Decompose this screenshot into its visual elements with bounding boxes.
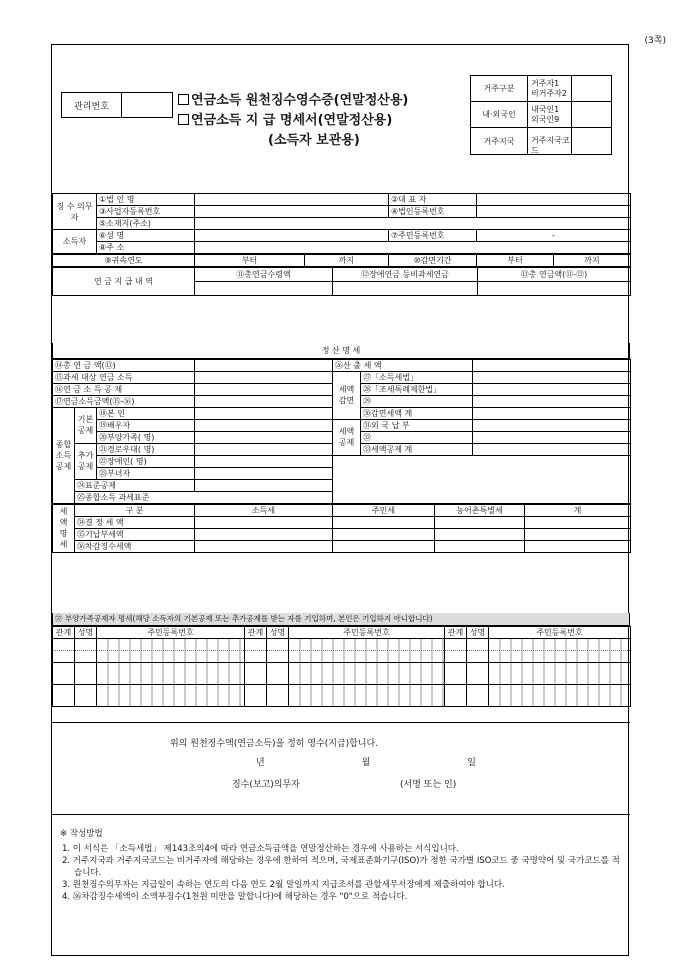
party-section <box>52 193 630 296</box>
dep-name[interactable] <box>267 684 289 706</box>
residence-label: 거주구분 <box>471 76 528 101</box>
year-to[interactable]: 까지 <box>305 255 389 267</box>
instruction-3: 3. 원천징수의무자는 지급일이 속하는 연도의 다음 연도 2월 말일까지 지급조서를 관할세무서장에게 제출하여야 합니다. <box>62 880 505 890</box>
id-header: 주민등록번호 <box>97 626 245 638</box>
corp-name-field[interactable] <box>195 194 389 206</box>
disabled-field[interactable] <box>195 455 333 467</box>
residence-options: 거주자1 비거주자2 <box>531 79 568 98</box>
dep-rel[interactable] <box>445 650 467 662</box>
taxable-income-field[interactable] <box>195 371 333 383</box>
earner-id-label: ⑦주민등록번호 <box>389 230 477 242</box>
reduction-from[interactable]: 부터 <box>477 255 554 267</box>
net-tax-label: ㊱차감징수세액 <box>75 540 195 552</box>
nontax-pension-field[interactable] <box>333 282 478 296</box>
determined-tax-label: ㉞결 정 세 액 <box>75 516 195 528</box>
total-pension-received-field[interactable] <box>195 282 333 296</box>
residence-value[interactable] <box>571 76 611 101</box>
payer-sign-label: 징수(보고)의무자 <box>232 780 300 790</box>
settlement-section <box>52 343 630 553</box>
year-label: ⑨귀속연도 <box>53 255 195 267</box>
instruction-1: 1. 이 서식은 「소득세법」 제143조의4에 따라 연금소득금액을 연말정산하는 경우에 사용하는 서식입니다. <box>62 844 459 854</box>
day-unit: 일 <box>467 758 476 768</box>
rel-header: 관계 <box>53 626 75 638</box>
corp-name-label: ①법 인 명 <box>97 194 195 206</box>
declaration-date <box>256 755 476 768</box>
elderly-label: ㉑경로우대( 명) <box>97 443 195 455</box>
special-tax-act-label: ㉘「조세특례제한법」 <box>361 383 473 395</box>
reduction-total-label: ㉚감면세액 계 <box>361 407 473 419</box>
residence-box <box>470 75 612 155</box>
dep-id[interactable] <box>489 684 631 706</box>
dependents-label: ⑳부양가족( 명) <box>97 431 195 443</box>
instructions <box>52 814 630 957</box>
receipt-checkbox[interactable] <box>178 94 189 105</box>
reduction-29-field[interactable] <box>473 395 631 407</box>
total-pension-field[interactable] <box>478 282 631 296</box>
declaration-text: 위의 원천징수액(연금소득)을 정히 영수(지급)합니다. <box>170 739 379 749</box>
dep-rel[interactable] <box>245 638 267 650</box>
dep-rel[interactable] <box>445 662 467 684</box>
name-header: 성명 <box>467 626 489 638</box>
tax-reduction-group: 세액 감면 <box>333 371 361 419</box>
instruction-4: 4. ㊱차감징수세액이 소액부징수(1천원 미만을 말합니다)에 해당하는 경우 "0"으로 적습니다. <box>62 892 408 902</box>
payer-group: 징 수 의무자 <box>53 194 97 230</box>
tax-division-header: 구 분 <box>75 504 195 516</box>
id-header: 주민등록번호 <box>489 626 631 638</box>
standard-deduction-field[interactable] <box>195 479 333 491</box>
self-label: ⑱본 인 <box>97 407 195 419</box>
address-label: ⑤소재지(주소) <box>97 218 195 230</box>
total-pension-row-field[interactable] <box>195 359 333 371</box>
month-unit: 월 <box>361 758 371 768</box>
comprehensive-deduction-group: 종합 소득 공제 <box>53 407 75 503</box>
tax-credit-group: 세액 공제 <box>333 419 361 455</box>
dep-name[interactable] <box>267 638 289 650</box>
nationality-label: 내·외국인 <box>471 102 528 127</box>
woman-head-field[interactable] <box>195 467 333 479</box>
credit-32-field[interactable] <box>473 431 631 443</box>
name-header: 성명 <box>267 626 289 638</box>
year-unit: 년 <box>256 758 265 768</box>
determined-total[interactable] <box>525 516 631 528</box>
pension-deduction-label: ⑯연 금 소 득 공 제 <box>53 383 195 395</box>
dep-rel[interactable] <box>245 662 267 684</box>
dep-name[interactable] <box>267 650 289 662</box>
form-frame <box>51 44 629 956</box>
dep-rel[interactable] <box>245 684 267 706</box>
dependents-section <box>52 613 630 707</box>
dep-rel[interactable] <box>445 638 467 650</box>
credit-total-field[interactable] <box>473 443 631 455</box>
woman-head-label: ㉓부녀자 <box>97 467 195 479</box>
dep-id[interactable] <box>289 650 445 662</box>
net-total[interactable] <box>525 540 631 552</box>
taxable-income-label: ⑮과세 대상 연금 소득 <box>53 371 195 383</box>
disabled-label: ㉒장애인( 명) <box>97 455 195 467</box>
id-header: 주민등록번호 <box>289 626 445 638</box>
page-number: (3쪽) <box>644 36 666 46</box>
dep-id[interactable] <box>97 650 245 662</box>
name-header: 성명 <box>75 626 97 638</box>
biz-reg-label: ③사업자등록번호 <box>97 206 195 218</box>
rel-header: 관계 <box>445 626 467 638</box>
dep-name[interactable] <box>75 684 97 706</box>
foreign-tax-field[interactable] <box>473 419 631 431</box>
dep-id[interactable] <box>289 662 445 684</box>
credit-total-label: ㉝세액공제 계 <box>361 443 473 455</box>
earner-group: 소득자 <box>53 230 97 254</box>
rep-field[interactable] <box>477 194 631 206</box>
dep-name[interactable] <box>267 662 289 684</box>
dep-rel[interactable] <box>53 662 75 684</box>
foreign-tax-label: ㉛외 국 납 부 <box>361 419 473 431</box>
title-receipt: 연금소득 원천징수영수증(연말정산용) <box>191 93 409 108</box>
calc-tax-field[interactable] <box>473 359 631 371</box>
rural-tax-header: 농어촌특별세 <box>435 504 525 516</box>
dep-id[interactable] <box>489 638 631 650</box>
net-income-tax[interactable] <box>195 540 333 552</box>
elderly-field[interactable] <box>195 443 333 455</box>
rel-header: 관계 <box>245 626 267 638</box>
dep-rel[interactable] <box>53 684 75 706</box>
payment-label: 연 금 지 급 내 역 <box>53 268 195 296</box>
prepaid-tax-label: ㉟기납부세액 <box>75 528 195 540</box>
credit-32-label: ㉜ <box>361 431 473 443</box>
rep-label: ②대 표 자 <box>389 194 477 206</box>
dep-rel[interactable] <box>53 650 75 662</box>
form-title <box>178 91 468 151</box>
total-pension-row-label: ⑭총 연 금 액(⑬) <box>53 359 195 371</box>
standard-deduction-label: ㉔표준공제 <box>75 479 195 491</box>
dep-id[interactable] <box>97 662 245 684</box>
income-tax-act-label: ㉗「소득세법」 <box>361 371 473 383</box>
management-number-field[interactable] <box>122 93 172 117</box>
determined-rural-tax[interactable] <box>435 516 525 528</box>
additional-deduction-group: 추가 공제 <box>75 443 97 479</box>
address-field[interactable] <box>195 218 631 230</box>
management-number-box <box>61 92 173 118</box>
reduction-total-field[interactable] <box>473 407 631 419</box>
instructions-heading: ※ 작성방법 <box>60 829 103 839</box>
dependents-field[interactable] <box>195 431 333 443</box>
income-tax-act-field[interactable] <box>473 371 631 383</box>
dep-id[interactable] <box>97 638 245 650</box>
earner-address-label: ⑧주 소 <box>97 242 195 254</box>
corp-reg-label: ④법인등록번호 <box>389 206 477 218</box>
dep-id[interactable] <box>489 662 631 684</box>
dep-rel[interactable] <box>445 684 467 706</box>
pension-income-field[interactable] <box>195 395 333 407</box>
biz-reg-field[interactable] <box>195 206 389 218</box>
income-tax-header: 소득세 <box>195 504 333 516</box>
reduction-period-label: ⑩감면기간 <box>389 255 477 267</box>
prepaid-rural-tax[interactable] <box>435 528 525 540</box>
dep-name[interactable] <box>467 684 489 706</box>
net-rural-tax[interactable] <box>435 540 525 552</box>
country-code-value[interactable] <box>571 128 611 154</box>
prepaid-income-tax[interactable] <box>195 528 333 540</box>
dep-rel[interactable] <box>245 650 267 662</box>
tax-base-label: ㉕종합소득 과세표준 <box>75 491 333 503</box>
nationality-options: 내국인1 외국인9 <box>531 105 560 124</box>
dep-name[interactable] <box>467 662 489 684</box>
corp-reg-field[interactable] <box>477 206 631 218</box>
dep-id[interactable] <box>289 684 445 706</box>
prepaid-local-tax[interactable] <box>333 528 435 540</box>
net-local-tax[interactable] <box>333 540 435 552</box>
reduction-29-label: ㉙ <box>361 395 473 407</box>
dep-name[interactable] <box>75 638 97 650</box>
year-from[interactable]: 부터 <box>195 255 305 267</box>
total-header: 계 <box>525 504 631 516</box>
dep-rel[interactable] <box>53 638 75 650</box>
detail-title: 정 산 명 세 <box>53 343 630 358</box>
total-pension-received-label: ⑪총연금수령액 <box>195 268 333 282</box>
earner-name-field[interactable] <box>195 230 389 242</box>
blank-area <box>333 455 631 503</box>
reduction-to[interactable]: 까지 <box>554 255 631 267</box>
dep-id[interactable] <box>97 684 245 706</box>
dep-name[interactable] <box>75 650 97 662</box>
dep-name[interactable] <box>75 662 97 684</box>
special-tax-act-field[interactable] <box>473 383 631 395</box>
dep-id[interactable] <box>289 638 445 650</box>
nationality-value[interactable] <box>571 102 611 127</box>
earner-address-field[interactable] <box>195 242 631 254</box>
nontax-pension-label: ⑫장애연금 등비과세연금 <box>333 268 478 282</box>
pension-income-label: ⑰연금소득금액(⑮-⑯) <box>53 395 195 407</box>
dependents-title: ㊲ 부양가족공제자 명세(해당 소득자의 기본공제 또는 추가공제를 받는 자를 기입하며, 본인은 기입하지 아니합니다) <box>53 613 630 625</box>
dep-name[interactable] <box>467 638 489 650</box>
dep-name[interactable] <box>467 650 489 662</box>
total-pension-label: ⑬총 연금액(⑪-⑫) <box>478 268 631 282</box>
prepaid-total[interactable] <box>525 528 631 540</box>
statement-checkbox[interactable] <box>178 114 189 125</box>
spouse-field[interactable] <box>195 419 333 431</box>
form-header <box>52 45 630 193</box>
earner-name-label: ⑥성 명 <box>97 230 195 242</box>
determined-income-tax[interactable] <box>195 516 333 528</box>
determined-local-tax[interactable] <box>333 516 435 528</box>
declaration-section <box>52 722 630 814</box>
dep-id[interactable] <box>489 650 631 662</box>
tax-statement-group: 세 액 명 세 <box>53 504 75 552</box>
pension-deduction-field[interactable] <box>195 383 333 395</box>
signature-field[interactable]: (서명 또는 인) <box>400 780 457 790</box>
title-statement: 연금소득 지 급 명세서(연말정산용) <box>191 113 393 128</box>
earner-id-field[interactable]: - <box>477 230 631 242</box>
country-label: 거주지국 <box>471 128 528 154</box>
calc-tax-label: ㉖산 출 세 액 <box>333 359 473 371</box>
country-code-label: 거주지국코드 <box>531 136 570 155</box>
self-field[interactable] <box>195 407 333 419</box>
form-subtitle: (소득자 보관용) <box>268 133 360 148</box>
spouse-label: ⑲배우자 <box>97 419 195 431</box>
local-tax-header: 주민세 <box>333 504 435 516</box>
management-number-label: 관리번호 <box>62 93 122 117</box>
basic-deduction-group: 기본 공제 <box>75 407 97 443</box>
instruction-2: 2. 거주지국과 거주지국코드는 비거주자에 해당하는 경우에 한하여 적으며, 국제표준화기구(ISO)가 정한 국가별 ISO코드 중 국명약어 및 국가코드를 적습니다. <box>62 856 620 878</box>
